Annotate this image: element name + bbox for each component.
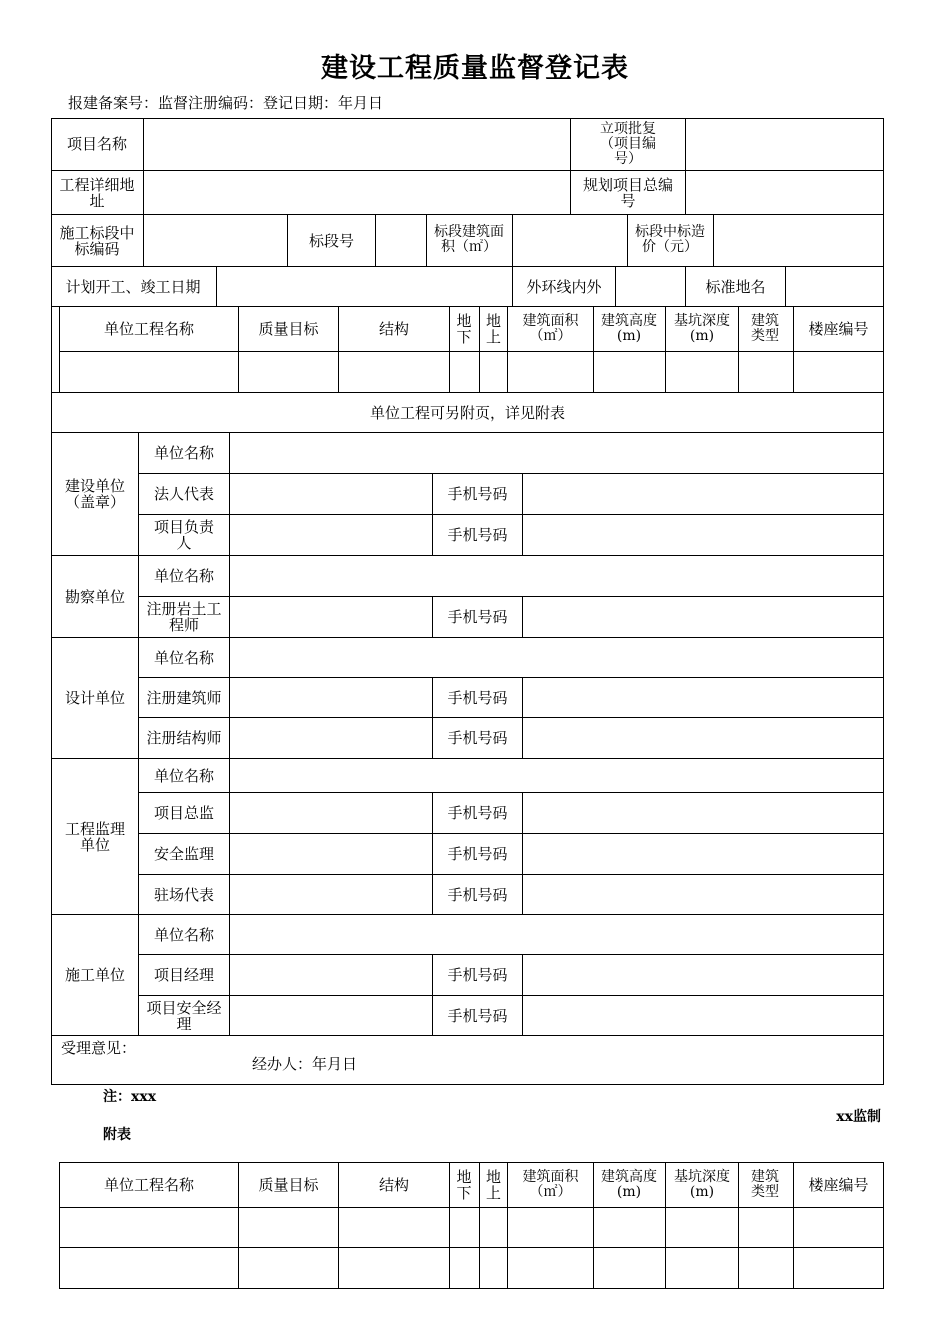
- survey-geotech-engineer-field[interactable]: [230, 597, 432, 637]
- project-name-label: 项目名称: [66, 135, 127, 153]
- form-note: 注：xxx: [103, 1089, 157, 1105]
- plan-total-label: 规划项目总编号: [582, 175, 673, 210]
- contractor-safety-manager-label: 项目安全经理: [146, 998, 222, 1033]
- unit-header-height: 建筑高度(m): [601, 313, 657, 344]
- section-no-label: 标段号: [308, 231, 354, 250]
- construction-unit-title: 建设单位（盖章）: [64, 477, 125, 511]
- construction-legal-rep-phone-field[interactable]: [523, 474, 883, 514]
- unit-table-row[interactable]: [60, 352, 883, 392]
- handler-signature-line: 经办人：年月日: [252, 1055, 358, 1073]
- bid-code-field[interactable]: [144, 215, 287, 266]
- contractor-unit-title: 施工单位: [64, 966, 125, 984]
- design-structural-engineer-phone-field[interactable]: [523, 718, 883, 758]
- phone-label: 手机号码: [447, 729, 508, 747]
- address-label: 工程详细地址: [59, 175, 135, 210]
- phone-label: 手机号码: [447, 485, 508, 503]
- standard-place-label: 标准地名: [705, 277, 766, 296]
- supervision-onsite-rep-phone-field[interactable]: [523, 875, 883, 914]
- phone-label: 手机号码: [447, 526, 508, 544]
- appendix-header-underground: 地下: [456, 1168, 472, 1202]
- schedule-label: 计划开工、竣工日期: [65, 277, 201, 296]
- unit-header-underground: 地下: [456, 312, 472, 346]
- design-architect-label: 注册建筑师: [146, 688, 222, 707]
- construction-project-lead-label: 项目负责人: [153, 518, 214, 552]
- address-field[interactable]: [144, 171, 569, 213]
- section-area-label: 标段建筑面积（㎡）: [434, 224, 504, 255]
- ring-field[interactable]: [616, 267, 685, 306]
- unit-header-building-no: 楼座编号: [808, 320, 869, 338]
- phone-label: 手机号码: [447, 1006, 508, 1025]
- contractor-unit-name-label: 单位名称: [153, 925, 214, 944]
- appendix-header-quality: 质量目标: [258, 1176, 319, 1194]
- unit-header-aboveground: 地上: [486, 312, 502, 346]
- section-area-field[interactable]: [513, 215, 627, 266]
- design-unit-name-label: 单位名称: [153, 648, 214, 667]
- unit-header-quality: 质量目标: [258, 320, 319, 338]
- construction-unit-name-label: 单位名称: [153, 444, 214, 462]
- survey-unit-name-label: 单位名称: [153, 567, 214, 585]
- bid-code-label: 施工标段中标编码: [59, 223, 135, 258]
- supervision-chief-phone-field[interactable]: [523, 793, 883, 833]
- supervision-safety-field[interactable]: [230, 834, 432, 874]
- approval-field[interactable]: [686, 119, 883, 169]
- contractor-unit-name-field[interactable]: [230, 915, 883, 954]
- survey-unit-name-field[interactable]: [230, 556, 883, 596]
- phone-label: 手机号码: [447, 688, 508, 707]
- appendix-header-aboveground: 地上: [486, 1168, 502, 1202]
- phone-label: 手机号码: [447, 966, 508, 984]
- supervision-safety-label: 安全监理: [153, 845, 214, 863]
- appendix-title: 附表: [103, 1127, 131, 1143]
- appendix-header-area: 建筑面积（㎡）: [522, 1169, 579, 1200]
- approval-label: 立项批复（项目编号）: [600, 120, 656, 167]
- appendix-header-height: 建筑高度(m): [601, 1169, 657, 1200]
- contractor-pm-label: 项目经理: [153, 966, 214, 984]
- registration-header-line: 报建备案号：监督注册编码：登记日期：年月日: [68, 94, 384, 112]
- appendix-header-pit-depth: 基坑深度(m): [674, 1169, 730, 1200]
- design-structural-engineer-field[interactable]: [230, 718, 432, 758]
- construction-legal-rep-label: 法人代表: [153, 485, 214, 503]
- supervision-unit-name-field[interactable]: [230, 759, 883, 792]
- supervision-unit-name-label: 单位名称: [153, 766, 214, 785]
- ring-label: 外环线内外: [526, 277, 602, 296]
- supervision-onsite-rep-label: 驻场代表: [153, 885, 214, 904]
- acceptance-opinion-label: 受理意见：: [61, 1039, 137, 1057]
- appendix-header-name: 单位工程名称: [103, 1176, 194, 1194]
- unit-header-pit-depth: 基坑深度(m): [674, 313, 730, 344]
- extra-pages-note: 单位工程可另附页，详见附表: [369, 403, 565, 422]
- unit-header-area: 建筑面积（㎡）: [522, 313, 579, 344]
- contractor-safety-manager-phone-field[interactable]: [523, 996, 883, 1035]
- unit-header-type: 建筑类型: [751, 313, 779, 344]
- acceptance-opinion-field[interactable]: [52, 1036, 883, 1084]
- unit-header-name: 单位工程名称: [103, 320, 194, 338]
- supervision-unit-title: 工程监理单位: [64, 819, 125, 854]
- phone-label: 手机号码: [447, 608, 508, 626]
- construction-project-lead-field[interactable]: [230, 515, 432, 555]
- survey-geotech-engineer-label: 注册岩土工程师: [146, 600, 222, 634]
- design-unit-title: 设计单位: [64, 689, 125, 707]
- standard-place-field[interactable]: [786, 267, 883, 306]
- construction-project-lead-phone-field[interactable]: [523, 515, 883, 555]
- schedule-field[interactable]: [217, 267, 512, 306]
- design-architect-field[interactable]: [230, 678, 432, 717]
- contractor-pm-field[interactable]: [230, 955, 432, 995]
- construction-legal-rep-field[interactable]: [230, 474, 432, 514]
- survey-geotech-engineer-phone-field[interactable]: [523, 597, 883, 637]
- project-name-field[interactable]: [144, 119, 569, 169]
- made-by: xx监制: [836, 1109, 881, 1125]
- design-architect-phone-field[interactable]: [523, 678, 883, 717]
- construction-unit-name-field[interactable]: [230, 433, 883, 473]
- supervision-chief-label: 项目总监: [153, 804, 214, 822]
- phone-label: 手机号码: [447, 885, 508, 904]
- contractor-pm-phone-field[interactable]: [523, 955, 883, 995]
- appendix-header-type: 建筑类型: [751, 1169, 779, 1200]
- bid-price-label: 标段中标造价（元）: [635, 224, 705, 255]
- supervision-onsite-rep-field[interactable]: [230, 875, 432, 914]
- form-title: 建设工程质量监督登记表: [321, 53, 629, 84]
- section-no-field[interactable]: [376, 215, 426, 266]
- survey-unit-title: 勘察单位: [64, 587, 125, 606]
- unit-header-structure: 结构: [378, 320, 409, 338]
- table-row[interactable]: [60, 1248, 883, 1288]
- contractor-safety-manager-field[interactable]: [230, 996, 432, 1035]
- appendix-header-structure: 结构: [378, 1176, 409, 1194]
- design-unit-name-field[interactable]: [230, 638, 883, 677]
- table-row[interactable]: [60, 1208, 883, 1247]
- bid-price-field[interactable]: [714, 215, 883, 266]
- appendix-header-building-no: 楼座编号: [808, 1176, 869, 1194]
- phone-label: 手机号码: [447, 804, 508, 822]
- design-structural-engineer-label: 注册结构师: [146, 729, 222, 747]
- phone-label: 手机号码: [447, 845, 508, 863]
- supervision-safety-phone-field[interactable]: [523, 834, 883, 874]
- plan-total-field[interactable]: [686, 171, 883, 213]
- supervision-chief-field[interactable]: [230, 793, 432, 833]
